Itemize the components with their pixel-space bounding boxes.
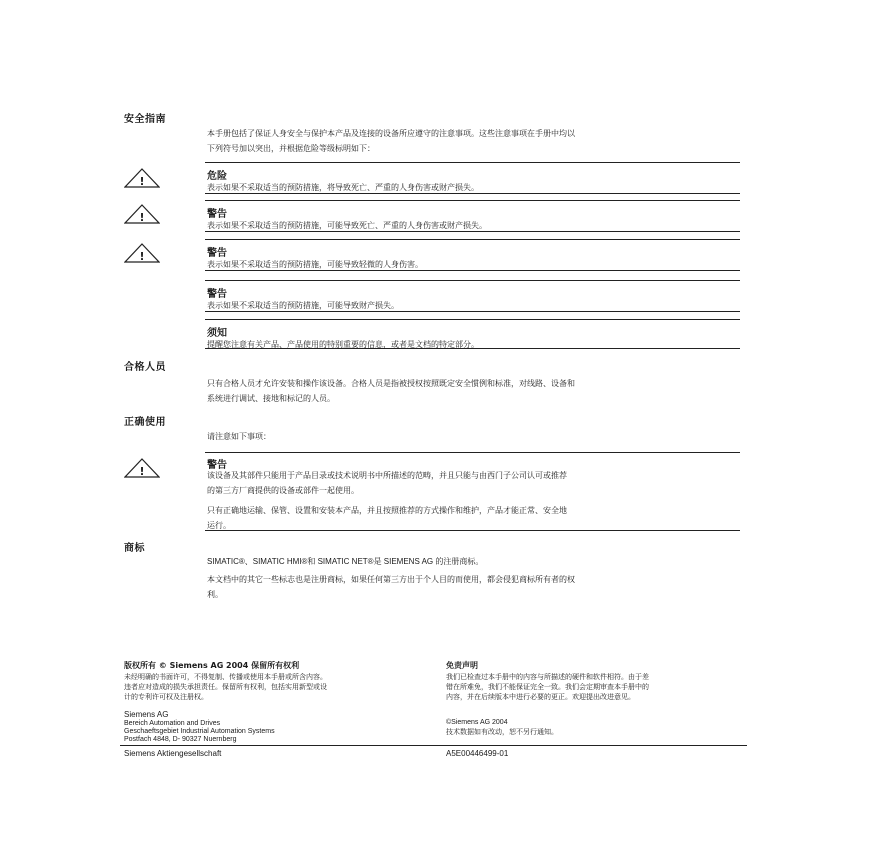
trademarks-heading: 商标	[124, 543, 145, 554]
safety-heading: 安全指南	[124, 114, 166, 125]
danger-notice	[205, 162, 740, 194]
company-full-name: Siemens Aktiengesellschaft	[124, 749, 222, 758]
notice-desc: 表示如果不采取适当的预防措施，可能导致死亡、严重的人身伤害或财产损失。	[207, 221, 487, 230]
company-name: Siemens AG	[124, 710, 169, 719]
svg-text:!: !	[139, 465, 145, 478]
correct-use-para-2: 只有正确地运输、保管、设置和安装本产品，并且按照推荐的方式操作和维护，产品才能正常、安全地 运行。	[207, 506, 567, 530]
notice-title: 须知	[207, 328, 227, 339]
trademarks-text: 本文档中的其它一些标志也是注册商标，如果任何第三方出于个人目的而使用，都会侵犯商标所有者的权 利。	[207, 575, 575, 599]
notice-desc: 表示如果不采取适当的预防措施，将导致死亡、严重的人身伤害或财产损失。	[207, 183, 479, 192]
warning-triangle-icon	[124, 458, 160, 478]
warning-triangle-icon	[124, 204, 160, 224]
safety-intro: 本手册包括了保证人身安全与保护本产品及连接的设备所应遵守的注意事项。这些注意事项在手册中均以 下列符号加以突出，并根据危险等级标明如下：	[207, 129, 575, 153]
trademarks-line: SIMATIC®、SIMATIC HMI®和 SIMATIC NET®是 SIEMENS AG 的注册商标。	[207, 557, 484, 566]
copyright-text: 未经明确的书面许可，不得复制、传播或使用本手册或所含内容。 违者应对造成的损失承担责任。保留所有权利，包括实用新型或设 计的专利许可权及注册权。	[124, 673, 327, 701]
disclaimer-text: 我们已检查过本手册中的内容与所描述的硬件和软件相符。由于差 错在所难免，我们不能保证完全一致。我们会定期审查本手册中的 内容，并在后续版本中进行必要的更正。欢迎提出改进意见。	[446, 673, 649, 701]
correct-use-intro: 请注意如下事项：	[207, 432, 271, 441]
qualified-text: 只有合格人员才允许安装和操作该设备。合格人员是指被授权按照既定安全惯例和标准，对线路、设备和 系统进行调试、接地和标记的人员。	[207, 379, 575, 403]
copyright-heading: 版权所有 © Siemens AG 2004 保留所有权利	[124, 661, 300, 670]
correct-use-para-1: 该设备及其部件只能用于产品目录或技术说明书中所描述的范畴，并且只能与由西门子公司认可或推荐 的第三方厂商提供的设备或部件一起使用。	[207, 471, 567, 495]
notice-title: 危险	[207, 171, 227, 182]
disclaimer-heading: 免责声明	[446, 661, 478, 670]
qualified-heading: 合格人员	[124, 362, 166, 373]
notice-title: 警告	[207, 248, 227, 259]
note-notice	[205, 319, 740, 349]
correct-use-notice-rule	[205, 452, 740, 453]
warning-triangle-icon	[124, 243, 160, 263]
correct-use-notice-title: 警告	[207, 460, 227, 471]
svg-text:!: !	[139, 211, 145, 224]
svg-text:!: !	[139, 175, 145, 188]
notice-desc: 表示如果不采取适当的预防措施，可能导致轻微的人身伤害。	[207, 260, 423, 269]
notice-desc: 表示如果不采取适当的预防措施，可能导致财产损失。	[207, 301, 399, 310]
warning-notice-3	[205, 280, 740, 312]
document-number: A5E00446499-01	[446, 749, 509, 758]
company-address: Bereich Automation and Drives Geschaeftsgebiet Industrial Automation Systems Postfach 4848, D- 90327 Nuernberg	[124, 720, 275, 743]
warning-notice-2	[205, 239, 740, 271]
warning-triangle-icon	[124, 168, 160, 188]
correct-use-heading: 正确使用	[124, 417, 166, 428]
correct-use-notice-bottom-rule	[205, 530, 740, 531]
notice-title: 警告	[207, 289, 227, 300]
notice-title: 警告	[207, 209, 227, 220]
notice-desc: 提醒您注意有关产品、产品使用的特别重要的信息，或者是文档的特定部分。	[207, 340, 479, 349]
disclaimer-copyright: ©Siemens AG 2004	[446, 719, 508, 726]
warning-notice-1	[205, 200, 740, 232]
svg-text:!: !	[139, 250, 145, 263]
footer-rule	[120, 745, 747, 746]
disclaimer-note: 技术数据如有改动，恕不另行通知。	[446, 728, 558, 736]
